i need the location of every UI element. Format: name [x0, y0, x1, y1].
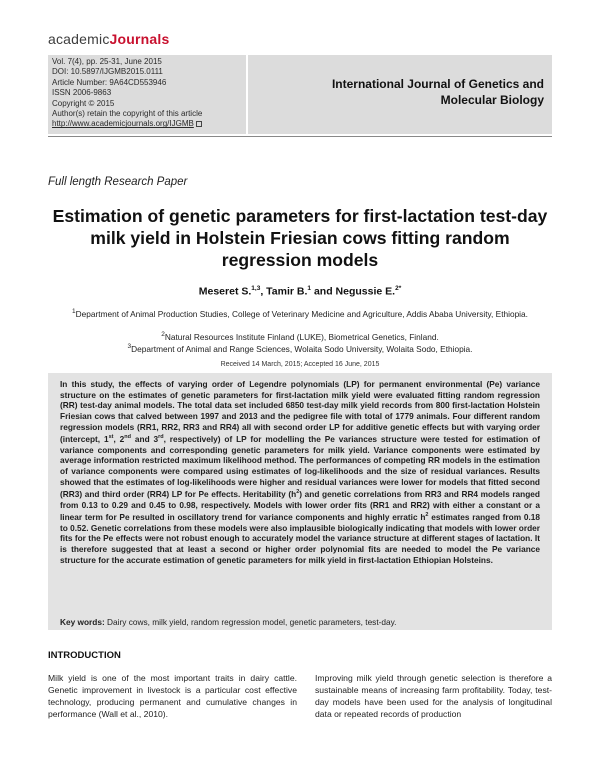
author-separator: ,	[260, 285, 267, 298]
intro-column-right: Improving milk yield through genetic selection is therefore a sustainable means of increasing farm profitability. Today, test-day models have been used for the analysis of longitudinal data or repeated records of production	[315, 673, 552, 720]
keywords-list: Dairy cows, milk yield, random regression model, genetic parameters, test-day.	[104, 617, 397, 627]
meta-article-number: Article Number: 9A64CD553946	[52, 77, 167, 87]
affiliation-text: Department of Animal Production Studies, College of Veterinary Medicine and Agriculture, Addis Ababa University, Ethiopia.	[75, 308, 528, 319]
abstract-segment: and 3	[131, 434, 159, 445]
abstract-segment: ) and genetic correlations from RR3 and RR4 models ranged from 0.13 to 0.29 and 0.45 to 0.98, respectively. Models with lower order fits (RR1 and RR2) with either a constant or a linear term for Pe resulted in oscillatory trend for variance components and highly erratic h	[60, 489, 540, 523]
author-name: Tamir B.	[266, 285, 308, 298]
journal-title-box	[248, 55, 552, 134]
meta-doi: DOI: 10.5897/IJGMB2015.0111	[52, 67, 163, 77]
article-metadata	[48, 55, 246, 134]
abstract-segment: estimates ranged from 0.18 to 0.52. Genetic correlations from these models were also implausible biologically indicating that models with lower order fits for the Pe effects were not robust enough to accurately model the variance structure at different stages of lactation. It is therefore suggested that at least a second or higher order polynomial fits are needed to model the Pe variance structure for the accurate estimation of genetic parameters for milk yield in first-lactation Ethiopian Holsteins.	[60, 512, 540, 565]
abstract-segment: In this study, the effects of varying order of Legendre polynomials (LP) for permanent environmental (Pe) variance structure on the estimates of genetic parameters for first-lactation milk yield were evaluated fitting random regression (RR) test-day animal models. The total data set included 6850 test-day milk yield records from 800 first-lactation Holstein Friesian cows that calved between 1997 and 2013 and the pedigree file with total of 1779 animals. Four different random regression models (RR1, RR2, RR3 and RR4) all with second order LP for additive genetic effects but with varying order (intercept, 1	[60, 379, 540, 445]
abstract-segment: , 2	[113, 434, 125, 445]
affiliation-text: Department of Animal and Range Sciences, Wolaita Sodo University, Wolaita Sodo, Ethiopia.	[131, 343, 473, 354]
meta-issn: ISSN 2006-9863	[52, 88, 112, 98]
keywords	[60, 617, 396, 627]
keywords-label: Key words:	[60, 617, 105, 627]
author-affil-sup: 1,3	[251, 285, 261, 292]
meta-volume: Vol. 7(4), pp. 25-31, June 2015	[52, 57, 162, 66]
journal-url-row	[52, 119, 242, 129]
author-name: Meseret S.	[198, 285, 252, 298]
abstract-superscript: nd	[124, 434, 132, 441]
section-heading-introduction: INTRODUCTION	[48, 650, 121, 661]
author-affil-sup: 1	[307, 285, 312, 292]
abstract-superscript: 2	[296, 489, 300, 496]
abstract-text	[60, 379, 540, 565]
author-name: Negussie E.	[335, 285, 396, 298]
affiliation-text: Natural Resources Institute Finland (LUKE), Biometrical Genetics, Finland.	[164, 331, 439, 342]
affiliation-3	[48, 341, 552, 355]
logo-part-journals: Journals	[109, 31, 170, 47]
author-separator: and	[311, 285, 336, 298]
meta-rights: Author(s) retain the copyright of this article	[52, 109, 203, 119]
header-divider	[48, 136, 552, 137]
author-affil-sup: 2*	[395, 285, 402, 292]
logo-part-academic: academic	[48, 31, 110, 47]
received-dates: Received 14 March, 2015; Accepted 16 June, 2015	[220, 361, 380, 368]
meta-copyright: Copyright © 2015	[52, 98, 115, 108]
external-link-icon	[196, 121, 202, 127]
journal-title: International Journal of Genetics and Molecular Biology	[331, 77, 544, 107]
paper-title: Estimation of genetic parameters for first-lactation test-day milk yield in Holstein Friesian cows fitting random regression models	[52, 206, 548, 270]
affiliation-1	[48, 306, 552, 320]
affiliation-sup: 2	[161, 331, 165, 338]
abstract-superscript: rd	[158, 434, 164, 441]
abstract-box	[48, 373, 552, 630]
affiliation-sup: 1	[72, 308, 76, 315]
abstract-superscript: st	[108, 434, 114, 441]
intro-column-left: Milk yield is one of the most important traits in dairy cattle. Genetic improvement in livestock is a particular cost effective technology, producing permanent and cumulative changes in performance (Wall et al., 2010).	[48, 673, 297, 720]
author-list	[48, 285, 552, 298]
journal-url-link[interactable]: http://www.academicjournals.org/IJGMB	[52, 119, 194, 129]
paper-type: Full length Research Paper	[48, 176, 188, 188]
affiliation-sup: 3	[127, 343, 132, 350]
publisher-logo	[48, 31, 169, 47]
abstract-superscript: 2	[425, 512, 429, 519]
abstract-segment: , respectively) of LP for modelling the Pe variances structure were tested for estimation of variance components and corresponding genetic parameters for milk yield. Variance components were estimated by average information restricted maximum likelihood method. The performances of competing RR models in the estimation of variance components were compared using estimates of log-likelihoods and the size of residual variances. Results showed that the estimates of log-likelihoods were higher and residual variances were lower for models that fitted second (RR3) and third order (RR4) LP for Pe effects. Heritability (h	[60, 434, 540, 500]
